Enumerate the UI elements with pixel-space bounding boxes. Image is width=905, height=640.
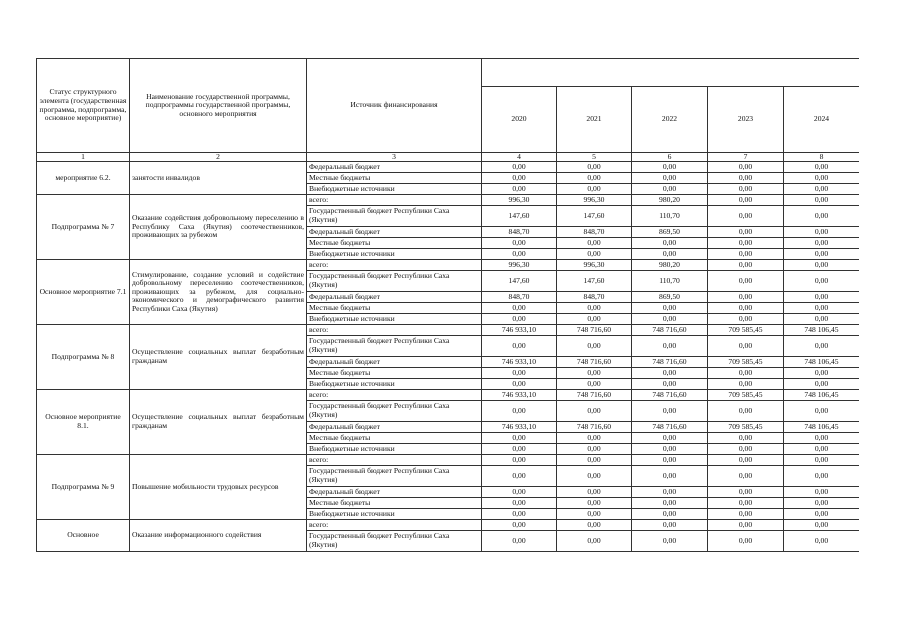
table-row xyxy=(37,162,860,173)
amount-cell: 980,20 xyxy=(632,260,708,271)
header-status: Статус структурного элемента (государственная программа, подпрограмма, основное мероприятие) xyxy=(37,59,130,153)
amount-cell: 0,00 xyxy=(708,368,784,379)
amount-cell: 0,00 xyxy=(708,509,784,520)
amount-cell: 0,00 xyxy=(708,292,784,303)
amount-cell: 0,00 xyxy=(784,303,860,314)
amount-cell: 848,70 xyxy=(482,292,557,303)
amount-cell: 0,00 xyxy=(632,173,708,184)
amount-cell: 0,00 xyxy=(784,173,860,184)
amount-cell: 0,00 xyxy=(784,206,860,227)
amount-cell: 0,00 xyxy=(632,466,708,487)
amount-cell: 0,00 xyxy=(632,531,708,552)
amount-cell: 0,00 xyxy=(708,206,784,227)
amount-cell: 0,00 xyxy=(784,260,860,271)
amount-cell: 0,00 xyxy=(784,531,860,552)
amount-cell: 0,00 xyxy=(708,227,784,238)
amount-cell: 0,00 xyxy=(708,520,784,531)
amount-cell: 748 106,45 xyxy=(784,422,860,433)
amount-cell: 0,00 xyxy=(708,238,784,249)
header-source: Источник финансирования xyxy=(307,59,482,153)
amount-cell: 996,30 xyxy=(482,195,557,206)
amount-cell: 0,00 xyxy=(482,162,557,173)
amount-cell: 0,00 xyxy=(632,184,708,195)
funding-source: Местные бюджеты xyxy=(307,173,482,184)
amount-cell: 0,00 xyxy=(557,520,632,531)
table-row xyxy=(37,260,860,271)
amount-cell: 0,00 xyxy=(557,401,632,422)
amount-cell: 0,00 xyxy=(557,498,632,509)
funding-source: всего: xyxy=(307,195,482,206)
amount-cell: 0,00 xyxy=(557,487,632,498)
column-number: 7 xyxy=(708,153,784,162)
table-row xyxy=(37,390,860,401)
amount-cell: 0,00 xyxy=(632,455,708,466)
funding-source: Внебюджетные источники xyxy=(307,509,482,520)
amount-cell: 110,70 xyxy=(632,206,708,227)
amount-cell: 0,00 xyxy=(482,498,557,509)
amount-cell: 0,00 xyxy=(482,303,557,314)
amount-cell: 0,00 xyxy=(482,238,557,249)
funding-source: Государственный бюджет Республики Саха (Якутия) xyxy=(307,401,482,422)
header-year: 2020 xyxy=(482,87,557,153)
amount-cell: 0,00 xyxy=(784,509,860,520)
funding-source: Государственный бюджет Республики Саха (Якутия) xyxy=(307,206,482,227)
column-number-row xyxy=(37,153,860,162)
funding-source: Местные бюджеты xyxy=(307,433,482,444)
amount-cell: 0,00 xyxy=(708,314,784,325)
header-year: 2021 xyxy=(557,87,632,153)
element-status: Подпрограмма № 8 xyxy=(37,325,130,390)
amount-cell: 0,00 xyxy=(482,184,557,195)
element-name: занятости инвалидов xyxy=(130,162,307,195)
amount-cell: 746 933,10 xyxy=(482,325,557,336)
funding-source: Внебюджетные источники xyxy=(307,444,482,455)
amount-cell: 0,00 xyxy=(557,466,632,487)
amount-cell: 0,00 xyxy=(482,379,557,390)
amount-cell: 746 933,10 xyxy=(482,357,557,368)
header-year: 2022 xyxy=(632,87,708,153)
amount-cell: 0,00 xyxy=(632,162,708,173)
amount-cell: 0,00 xyxy=(557,173,632,184)
amount-cell: 0,00 xyxy=(632,444,708,455)
amount-cell: 0,00 xyxy=(557,162,632,173)
amount-cell: 0,00 xyxy=(482,249,557,260)
funding-source: всего: xyxy=(307,325,482,336)
amount-cell: 0,00 xyxy=(482,368,557,379)
amount-cell: 0,00 xyxy=(784,271,860,292)
amount-cell: 869,50 xyxy=(632,292,708,303)
funding-table-page xyxy=(36,58,859,580)
amount-cell: 0,00 xyxy=(708,444,784,455)
element-status: Основное xyxy=(37,520,130,552)
amount-cell: 0,00 xyxy=(784,520,860,531)
funding-source: Местные бюджеты xyxy=(307,303,482,314)
amount-cell: 0,00 xyxy=(482,314,557,325)
amount-cell: 980,20 xyxy=(632,195,708,206)
amount-cell: 0,00 xyxy=(557,238,632,249)
amount-cell: 0,00 xyxy=(784,314,860,325)
amount-cell: 748 716,60 xyxy=(632,325,708,336)
amount-cell: 0,00 xyxy=(557,509,632,520)
amount-cell: 0,00 xyxy=(708,466,784,487)
element-status: мероприятие 6.2. xyxy=(37,162,130,195)
amount-cell: 746 933,10 xyxy=(482,422,557,433)
element-name: Оказание содействия добровольному переселению в Республику Саха (Якутия) соотечественников, проживающих за рубежом xyxy=(130,195,307,260)
amount-cell: 147,60 xyxy=(482,271,557,292)
amount-cell: 0,00 xyxy=(557,336,632,357)
amount-cell: 0,00 xyxy=(632,303,708,314)
table-row xyxy=(37,325,860,336)
amount-cell: 848,70 xyxy=(557,227,632,238)
amount-cell: 0,00 xyxy=(784,336,860,357)
element-name: Стимулирование, создание условий и содействие добровольному переселению соотечественников, проживающих за рубежом, для социально-экономического и демографического развития Республики Саха (Якутия) xyxy=(130,260,307,325)
amount-cell: 0,00 xyxy=(482,509,557,520)
funding-source: Внебюджетные источники xyxy=(307,184,482,195)
funding-source: Местные бюджеты xyxy=(307,368,482,379)
amount-cell: 0,00 xyxy=(784,455,860,466)
header-year: 2023 xyxy=(708,87,784,153)
funding-source: Федеральный бюджет xyxy=(307,162,482,173)
amount-cell: 147,60 xyxy=(557,271,632,292)
amount-cell: 0,00 xyxy=(482,466,557,487)
column-number: 3 xyxy=(307,153,482,162)
amount-cell: 0,00 xyxy=(557,303,632,314)
amount-cell: 0,00 xyxy=(482,336,557,357)
amount-cell: 0,00 xyxy=(708,498,784,509)
amount-cell: 746 933,10 xyxy=(482,390,557,401)
amount-cell: 0,00 xyxy=(632,401,708,422)
amount-cell: 0,00 xyxy=(482,444,557,455)
amount-cell: 0,00 xyxy=(784,401,860,422)
amount-cell: 996,30 xyxy=(557,260,632,271)
amount-cell: 0,00 xyxy=(557,455,632,466)
amount-cell: 709 585,45 xyxy=(708,422,784,433)
column-number: 1 xyxy=(37,153,130,162)
amount-cell: 0,00 xyxy=(632,509,708,520)
amount-cell: 0,00 xyxy=(482,531,557,552)
funding-source: всего: xyxy=(307,520,482,531)
funding-source: Внебюджетные источники xyxy=(307,314,482,325)
column-number: 5 xyxy=(557,153,632,162)
funding-source: Федеральный бюджет xyxy=(307,422,482,433)
amount-cell: 147,60 xyxy=(482,206,557,227)
element-name: Осуществление социальных выплат безработным гражданам xyxy=(130,325,307,390)
amount-cell: 0,00 xyxy=(557,249,632,260)
amount-cell: 110,70 xyxy=(632,271,708,292)
funding-source: всего: xyxy=(307,260,482,271)
amount-cell: 0,00 xyxy=(784,238,860,249)
amount-cell: 0,00 xyxy=(632,336,708,357)
funding-source: Федеральный бюджет xyxy=(307,227,482,238)
amount-cell: 0,00 xyxy=(708,336,784,357)
element-name: Оказание информационного содействия xyxy=(130,520,307,552)
amount-cell: 0,00 xyxy=(784,227,860,238)
column-number: 8 xyxy=(784,153,860,162)
amount-cell: 748 106,45 xyxy=(784,390,860,401)
amount-cell: 0,00 xyxy=(708,379,784,390)
amount-cell: 0,00 xyxy=(632,498,708,509)
amount-cell: 0,00 xyxy=(784,162,860,173)
amount-cell: 0,00 xyxy=(784,184,860,195)
element-status: Основное мероприятие 7.1 xyxy=(37,260,130,325)
amount-cell: 0,00 xyxy=(708,173,784,184)
element-name: Осуществление социальных выплат безработным гражданам xyxy=(130,390,307,455)
amount-cell: 748 106,45 xyxy=(784,357,860,368)
amount-cell: 0,00 xyxy=(708,455,784,466)
amount-cell: 0,00 xyxy=(482,401,557,422)
funding-table xyxy=(36,58,859,552)
amount-cell: 0,00 xyxy=(557,314,632,325)
amount-cell: 0,00 xyxy=(632,433,708,444)
amount-cell: 748 716,60 xyxy=(557,422,632,433)
amount-cell: 0,00 xyxy=(632,520,708,531)
amount-cell: 848,70 xyxy=(557,292,632,303)
amount-cell: 0,00 xyxy=(482,520,557,531)
amount-cell: 748 106,45 xyxy=(784,325,860,336)
amount-cell: 0,00 xyxy=(557,444,632,455)
amount-cell: 996,30 xyxy=(482,260,557,271)
funding-source: Государственный бюджет Республики Саха (Якутия) xyxy=(307,466,482,487)
amount-cell: 0,00 xyxy=(632,249,708,260)
funding-source: Местные бюджеты xyxy=(307,238,482,249)
element-status: Основное мероприятие 8.1. xyxy=(37,390,130,455)
amount-cell: 848,70 xyxy=(482,227,557,238)
funding-source: Федеральный бюджет xyxy=(307,487,482,498)
funding-source: Государственный бюджет Республики Саха (Якутия) xyxy=(307,531,482,552)
amount-cell: 0,00 xyxy=(482,487,557,498)
element-name: Повышение мобильности трудовых ресурсов xyxy=(130,455,307,520)
funding-source: Государственный бюджет Республики Саха (Якутия) xyxy=(307,336,482,357)
amount-cell: 0,00 xyxy=(708,184,784,195)
amount-cell: 0,00 xyxy=(784,249,860,260)
amount-cell: 0,00 xyxy=(708,195,784,206)
amount-cell: 0,00 xyxy=(708,260,784,271)
amount-cell: 0,00 xyxy=(632,314,708,325)
amount-cell: 0,00 xyxy=(632,487,708,498)
column-number: 2 xyxy=(130,153,307,162)
amount-cell: 0,00 xyxy=(482,433,557,444)
amount-cell: 0,00 xyxy=(784,195,860,206)
funding-source: Государственный бюджет Республики Саха (Якутия) xyxy=(307,271,482,292)
header-year: 2024 xyxy=(784,87,860,153)
column-number: 6 xyxy=(632,153,708,162)
amount-cell: 0,00 xyxy=(708,531,784,552)
amount-cell: 709 585,45 xyxy=(708,357,784,368)
amount-cell: 0,00 xyxy=(557,368,632,379)
amount-cell: 748 716,60 xyxy=(632,357,708,368)
amount-cell: 0,00 xyxy=(632,238,708,249)
amount-cell: 748 716,60 xyxy=(632,390,708,401)
amount-cell: 0,00 xyxy=(557,379,632,390)
amount-cell: 748 716,60 xyxy=(557,325,632,336)
element-status: Подпрограмма № 9 xyxy=(37,455,130,520)
funding-source: Местные бюджеты xyxy=(307,498,482,509)
funding-source: всего: xyxy=(307,390,482,401)
amount-cell: 0,00 xyxy=(632,379,708,390)
amount-cell: 147,60 xyxy=(557,206,632,227)
amount-cell: 0,00 xyxy=(784,292,860,303)
amount-cell: 0,00 xyxy=(784,433,860,444)
amount-cell: 0,00 xyxy=(784,466,860,487)
amount-cell: 0,00 xyxy=(482,173,557,184)
amount-cell: 869,50 xyxy=(632,227,708,238)
table-row xyxy=(37,195,860,206)
table-header-row xyxy=(37,59,860,87)
amount-cell: 0,00 xyxy=(708,249,784,260)
amount-cell: 0,00 xyxy=(708,162,784,173)
amount-cell: 0,00 xyxy=(557,433,632,444)
amount-cell: 748 716,60 xyxy=(557,357,632,368)
amount-cell: 0,00 xyxy=(482,455,557,466)
element-status: Подпрограмма № 7 xyxy=(37,195,130,260)
amount-cell: 0,00 xyxy=(784,368,860,379)
header-years-group xyxy=(482,59,860,87)
amount-cell: 709 585,45 xyxy=(708,390,784,401)
funding-source: всего: xyxy=(307,455,482,466)
funding-source: Федеральный бюджет xyxy=(307,292,482,303)
amount-cell: 0,00 xyxy=(784,498,860,509)
amount-cell: 748 716,60 xyxy=(632,422,708,433)
amount-cell: 709 585,45 xyxy=(708,325,784,336)
amount-cell: 0,00 xyxy=(784,487,860,498)
table-row xyxy=(37,455,860,466)
column-number: 4 xyxy=(482,153,557,162)
amount-cell: 0,00 xyxy=(632,368,708,379)
header-name: Наименование государственной программы, подпрограммы государственной программы, основного мероприятия xyxy=(130,59,307,153)
amount-cell: 0,00 xyxy=(708,433,784,444)
funding-source: Внебюджетные источники xyxy=(307,379,482,390)
amount-cell: 996,30 xyxy=(557,195,632,206)
funding-source: Внебюджетные источники xyxy=(307,249,482,260)
amount-cell: 0,00 xyxy=(708,271,784,292)
funding-source: Федеральный бюджет xyxy=(307,357,482,368)
amount-cell: 0,00 xyxy=(708,303,784,314)
table-row xyxy=(37,520,860,531)
amount-cell: 0,00 xyxy=(708,401,784,422)
amount-cell: 0,00 xyxy=(557,184,632,195)
amount-cell: 0,00 xyxy=(784,444,860,455)
amount-cell: 0,00 xyxy=(708,487,784,498)
amount-cell: 0,00 xyxy=(784,379,860,390)
amount-cell: 748 716,60 xyxy=(557,390,632,401)
amount-cell: 0,00 xyxy=(557,531,632,552)
